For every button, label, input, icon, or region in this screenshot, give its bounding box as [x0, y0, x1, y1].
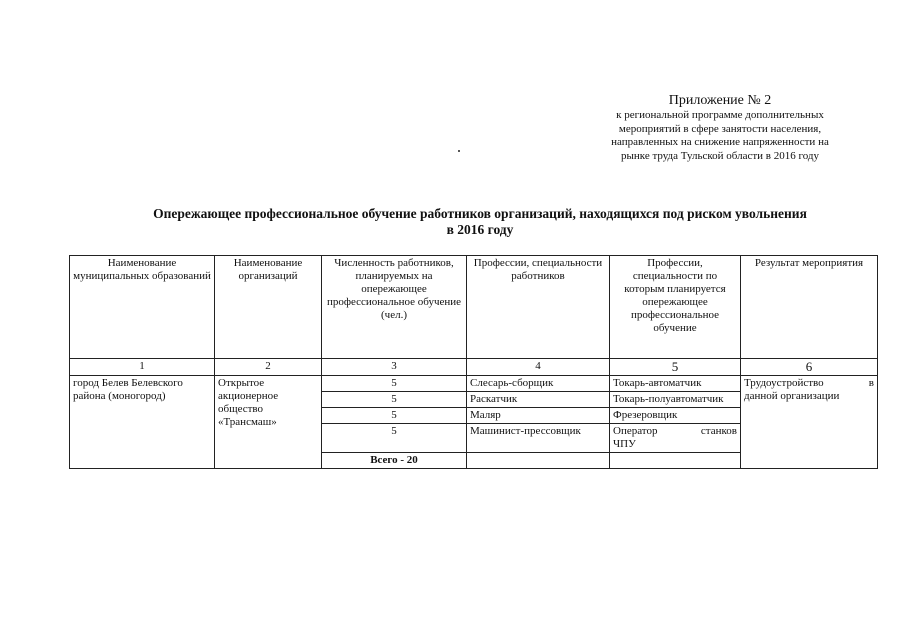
header-worker-count: Численность работников, планируемых на опережающее профессиональное обучение (чел.)	[322, 256, 467, 359]
training-text: ЧПУ	[613, 438, 636, 450]
table-row	[70, 376, 878, 392]
training-line	[613, 425, 737, 438]
column-number: 2	[215, 359, 322, 376]
profession-cell: Раскатчик	[467, 392, 610, 408]
organization-cell: Открытое акционерное общество «Трансмаш»	[215, 376, 322, 469]
appendix-line: рынке труда Тульской области в 2016 году	[620, 149, 820, 162]
count-cell: 5	[322, 424, 467, 453]
training-text: Оператор	[613, 425, 658, 437]
result-line	[744, 377, 874, 390]
count-cell: 5	[322, 408, 467, 424]
column-number: 6	[741, 359, 878, 376]
scan-speck	[458, 150, 460, 152]
document-title-line-1: Опережающее профессиональное обучение работников организаций, находящихся под риском увольнения	[153, 206, 807, 221]
document-title	[80, 206, 880, 238]
empty-cell	[467, 453, 610, 469]
count-cell: 5	[322, 376, 467, 392]
header-municipality: Наименование муниципальных образований	[70, 256, 215, 359]
header-training-professions: Профессии, специальности по которым планируется опережающее профессиональное обучение	[610, 256, 741, 359]
table-header-row	[70, 256, 878, 359]
count-cell: 5	[322, 392, 467, 408]
result-cell	[741, 376, 878, 469]
profession-cell: Маляр	[467, 408, 610, 424]
total-cell: Всего - 20	[322, 453, 467, 469]
result-text: Трудоустройство	[744, 377, 824, 389]
header-organization: Наименование организаций	[215, 256, 322, 359]
profession-cell: Слесарь-сборщик	[467, 376, 610, 392]
appendix-line: к региональной программе дополнительных	[616, 109, 824, 121]
column-number-row	[70, 359, 878, 376]
document-title-line-2: в 2016 году	[446, 222, 514, 237]
training-cell	[610, 424, 741, 453]
appendix-line: направленных на снижение напряженности на	[611, 136, 829, 148]
training-cell: Токарь-автоматчик	[610, 376, 741, 392]
header-worker-professions: Профессии, специальности работников	[467, 256, 610, 359]
header-result: Результат мероприятия	[741, 256, 878, 359]
empty-cell	[610, 453, 741, 469]
profession-cell: Машинист-прессовщик	[467, 424, 610, 453]
appendix-block	[560, 93, 880, 163]
column-number: 4	[467, 359, 610, 376]
column-number: 5	[610, 359, 741, 376]
result-text: в	[868, 377, 874, 389]
municipality-cell: город Белев Белевского района (моногород)	[70, 376, 215, 469]
column-number: 1	[70, 359, 215, 376]
training-cell: Токарь-полуавтоматчик	[610, 392, 741, 408]
result-text: данной организации	[744, 390, 840, 402]
column-number: 3	[322, 359, 467, 376]
training-table	[69, 255, 878, 469]
training-text: станков	[700, 425, 737, 437]
training-cell: Фрезеровщик	[610, 408, 741, 424]
appendix-title: Приложение № 2	[668, 93, 772, 108]
appendix-line: мероприятий в сфере занятости населения,	[618, 122, 822, 135]
